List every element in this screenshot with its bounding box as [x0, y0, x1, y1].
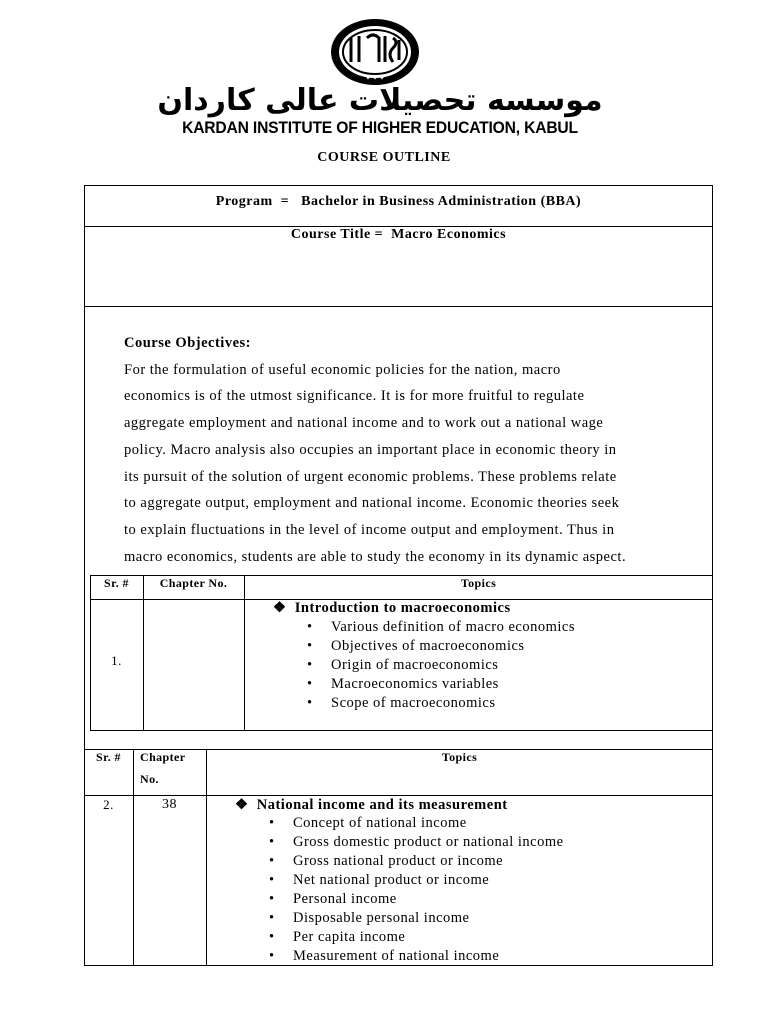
list-item-text: Concept of national income [293, 815, 467, 831]
column-divider [133, 749, 134, 966]
row-chapter: 38 [162, 797, 177, 812]
list-item-text: Objectives of macroeconomics [331, 638, 525, 654]
program-line: Program = Bachelor in Business Administration (BBA) [215, 194, 582, 209]
header-topics: Topics [460, 576, 497, 590]
bullet-icon: • [269, 948, 275, 964]
institute-name: KARDAN INSTITUTE OF HIGHER EDUCATION, KABUL [182, 118, 578, 137]
document-title: COURSE OUTLINE [317, 150, 451, 165]
list-item [269, 814, 564, 833]
objectives-line: economics is of the utmost significance. It is for more fruitful to regulate [124, 388, 585, 405]
bullet-icon: • [307, 638, 313, 654]
bullet-icon: • [269, 853, 275, 869]
bullet-icon: • [307, 695, 313, 711]
objectives-line: macro economics, students are able to study the economy in its dynamic aspect. [124, 548, 627, 565]
diamond-bullet-icon: ❖ [235, 797, 249, 813]
list-item [269, 909, 564, 928]
column-divider [206, 749, 207, 966]
list-item [269, 947, 564, 966]
bullet-icon: • [307, 676, 313, 692]
bullet-icon: • [307, 619, 313, 635]
list-item [269, 871, 564, 890]
list-item-text: Origin of macroeconomics [331, 657, 499, 673]
bullet-icon: • [307, 657, 313, 673]
diamond-bullet-icon: ❖ [273, 600, 287, 616]
list-item [307, 637, 575, 656]
list-item [307, 675, 575, 694]
list-item-text: Personal income [293, 891, 397, 907]
header-chapter: Chapter [140, 750, 186, 764]
objectives-line: its pursuit of the solution of urgent economic problems. These problems relate [124, 468, 617, 485]
list-item-text: Macroeconomics variables [331, 676, 499, 692]
table-row [273, 600, 575, 713]
list-item [269, 890, 564, 909]
list-item-text: Per capita income [293, 929, 406, 945]
list-item-text: Various definition of macro economics [331, 619, 575, 635]
table-header-divider [84, 795, 713, 796]
list-item [307, 618, 575, 637]
header-chapter-no: No. [140, 772, 159, 786]
urdu-institute-name: موسسه تحصیلات عالی کاردان [157, 83, 603, 118]
logo-seal-icon [329, 18, 421, 86]
bullet-icon: • [269, 872, 275, 888]
topic-heading-text: Introduction to macroeconomics [294, 600, 511, 616]
list-item [269, 852, 564, 871]
topic-list [307, 618, 575, 713]
course-objectives [124, 330, 704, 570]
topic-heading-text: National income and its measurement [256, 797, 508, 813]
objectives-line: aggregate employment and national income and to work out a national wage [124, 415, 604, 432]
list-item-text: Disposable personal income [293, 910, 470, 926]
header-sr: Sr. # [104, 576, 129, 590]
column-divider [244, 575, 245, 731]
row-sr: 1. [111, 653, 122, 668]
bullet-icon: • [269, 891, 275, 907]
header-topics: Topics [441, 750, 478, 764]
list-item-text: Scope of macroeconomics [331, 695, 496, 711]
row-sr: 2. [103, 797, 114, 812]
list-item-text: Measurement of national income [293, 948, 500, 964]
objectives-line: to explain fluctuations in the level of income output and employment. Thus in [124, 521, 615, 538]
divider [84, 306, 713, 307]
list-item [307, 656, 575, 675]
objectives-line: For the formulation of useful economic policies for the nation, macro [124, 361, 561, 378]
header-sr: Sr. # [96, 750, 121, 764]
course-title: Course Title = Macro Economics [290, 227, 507, 242]
topic-heading [235, 797, 564, 814]
bullet-icon: • [269, 815, 275, 831]
list-item-text: Gross national product or income [293, 853, 504, 869]
objectives-heading: Course Objectives: [124, 335, 251, 351]
header-chapter: Chapter No. [159, 576, 228, 590]
bullet-icon: • [269, 834, 275, 850]
svg-text:✦ ✦ ✦: ✦ ✦ ✦ [365, 75, 385, 82]
bullet-icon: • [269, 929, 275, 945]
table-row [235, 797, 564, 966]
objectives-line: policy. Macro analysis also occupies an important place in economic theory in [124, 441, 617, 458]
bullet-icon: • [269, 910, 275, 926]
list-item [269, 833, 564, 852]
list-item-text: Gross domestic product or national income [293, 834, 564, 850]
list-item-text: Net national product or income [293, 872, 490, 888]
column-divider [143, 575, 144, 731]
topic-heading [273, 600, 575, 617]
objectives-line: to aggregate output, employment and national income. Economic theories seek [124, 495, 620, 512]
list-item [307, 694, 575, 713]
topic-list [269, 814, 564, 966]
list-item [269, 928, 564, 947]
